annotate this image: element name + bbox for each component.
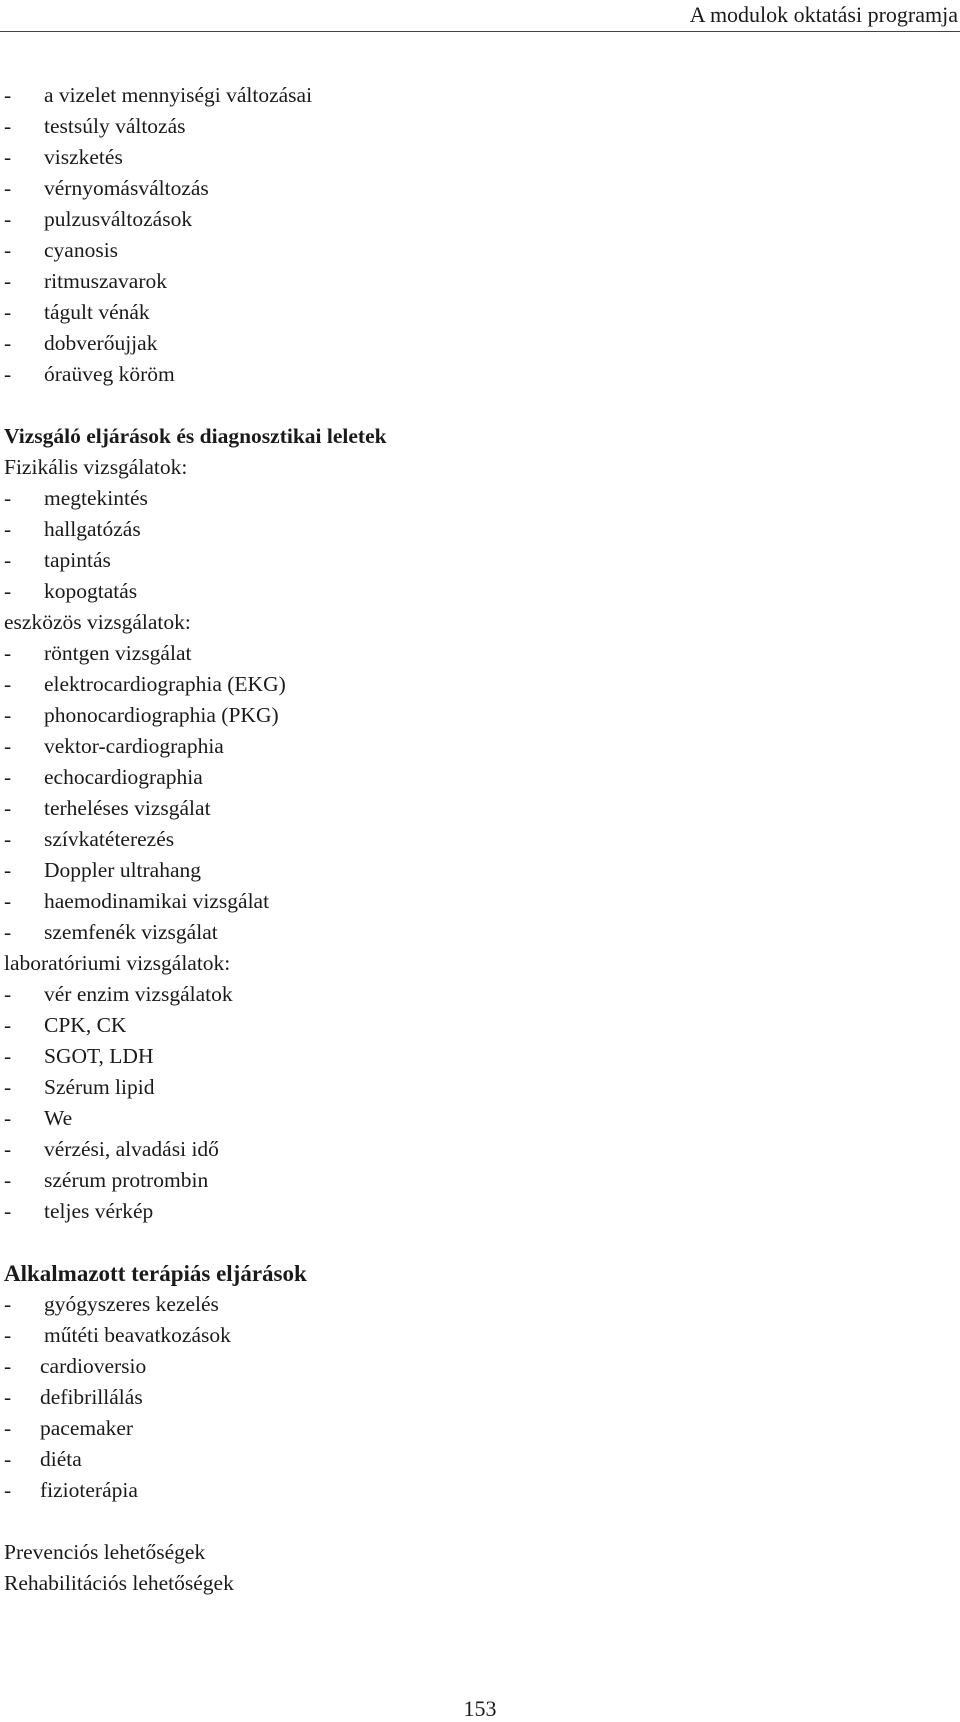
list-dash: - xyxy=(4,1416,12,1440)
list-item: - vér enzim vizsgálatok xyxy=(4,979,944,1010)
list-item: - terheléses vizsgálat xyxy=(4,793,944,824)
list-item: - echocardiographia xyxy=(4,762,944,793)
spacer xyxy=(4,1506,944,1537)
list-dash: - xyxy=(4,920,12,944)
list-dash: - xyxy=(4,300,12,324)
list-dash: - xyxy=(4,703,12,727)
list-item: - pacemaker xyxy=(4,1413,944,1444)
list-item: - műtéti beavatkozások xyxy=(4,1320,944,1351)
list-item: - tágult vénák xyxy=(4,297,944,328)
spacer xyxy=(4,1227,944,1258)
list-dash: - xyxy=(4,114,12,138)
list-item: - cyanosis xyxy=(4,235,944,266)
list-item: - ritmuszavarok xyxy=(4,266,944,297)
header-title: A modulok oktatási programja xyxy=(689,2,958,27)
list-dash: - xyxy=(4,517,12,541)
list-item: - viszketés xyxy=(4,142,944,173)
list-dash: - xyxy=(4,579,12,603)
list-item: - szérum protrombin xyxy=(4,1165,944,1196)
list-dash: - xyxy=(4,207,12,231)
list-item: - megtekintés xyxy=(4,483,944,514)
list-dash: - xyxy=(4,1168,12,1192)
list-dash: - xyxy=(4,1199,12,1223)
subsection-label: Fizikális vizsgálatok: xyxy=(4,455,188,479)
list-item: - tapintás xyxy=(4,545,944,576)
list-item: - vérzési, alvadási idő xyxy=(4,1134,944,1165)
subsection-label: eszközös vizsgálatok: xyxy=(4,610,191,634)
list-item: - dobverőujjak xyxy=(4,328,944,359)
list-item: - Szérum lipid xyxy=(4,1072,944,1103)
subsection-label: laboratóriumi vizsgálatok: xyxy=(4,951,231,975)
list-dash: - xyxy=(4,827,12,851)
section-heading: Alkalmazott terápiás eljárások xyxy=(4,1261,307,1286)
symptoms-list xyxy=(4,80,944,390)
list-dash: - xyxy=(4,548,12,572)
list-dash: - xyxy=(4,83,12,107)
list-item: - elektrocardiographia (EKG) xyxy=(4,669,944,700)
list-dash: - xyxy=(4,269,12,293)
list-dash: - xyxy=(4,1447,12,1471)
list-item: - vektor-cardiographia xyxy=(4,731,944,762)
list-item: - We xyxy=(4,1103,944,1134)
document-body xyxy=(4,80,944,1599)
list-dash: - xyxy=(4,1044,12,1068)
examination-section xyxy=(4,421,944,1227)
page-number: 153 xyxy=(463,1696,497,1721)
list-item: - fizioterápia xyxy=(4,1475,944,1506)
list-item: - cardioversio xyxy=(4,1351,944,1382)
page-header xyxy=(0,0,960,32)
list-dash: - xyxy=(4,796,12,820)
list-dash: - xyxy=(4,331,12,355)
list-dash: - xyxy=(4,238,12,262)
list-dash: - xyxy=(4,1323,12,1347)
list-dash: - xyxy=(4,176,12,200)
list-item: - vérnyomásváltozás xyxy=(4,173,944,204)
list-item: - haemodinamikai vizsgálat xyxy=(4,886,944,917)
section-heading: Vizsgáló eljárások és diagnosztikai leletek xyxy=(4,424,387,448)
list-item: - phonocardiographia (PKG) xyxy=(4,700,944,731)
list-item: - óraüveg köröm xyxy=(4,359,944,390)
list-item: - szemfenék vizsgálat xyxy=(4,917,944,948)
list-dash: - xyxy=(4,1013,12,1037)
list-dash: - xyxy=(4,486,12,510)
list-item: - Doppler ultrahang xyxy=(4,855,944,886)
list-item: - SGOT, LDH xyxy=(4,1041,944,1072)
list-dash: - xyxy=(4,641,12,665)
list-dash: - xyxy=(4,1478,12,1502)
list-item: - röntgen vizsgálat xyxy=(4,638,944,669)
therapy-section xyxy=(4,1258,944,1506)
rehabilitation-label: Rehabilitációs lehetőségek xyxy=(4,1571,234,1595)
list-dash: - xyxy=(4,145,12,169)
list-dash: - xyxy=(4,1075,12,1099)
list-item: - a vizelet mennyiségi változásai xyxy=(4,80,944,111)
list-dash: - xyxy=(4,362,12,386)
list-item: - diéta xyxy=(4,1444,944,1475)
list-dash: - xyxy=(4,889,12,913)
list-item: - teljes vérkép xyxy=(4,1196,944,1227)
list-dash: - xyxy=(4,1354,12,1378)
list-dash: - xyxy=(4,858,12,882)
list-dash: - xyxy=(4,765,12,789)
list-item: - gyógyszeres kezelés xyxy=(4,1289,944,1320)
list-item: - defibrillálás xyxy=(4,1382,944,1413)
list-dash: - xyxy=(4,1292,12,1316)
prevention-label: Prevenciós lehetőségek xyxy=(4,1540,206,1564)
list-item: - CPK, CK xyxy=(4,1010,944,1041)
list-dash: - xyxy=(4,982,12,1006)
list-item: - kopogtatás xyxy=(4,576,944,607)
list-dash: - xyxy=(4,734,12,758)
list-dash: - xyxy=(4,672,12,696)
list-dash: - xyxy=(4,1385,12,1409)
list-item: - testsúly változás xyxy=(4,111,944,142)
list-item: - pulzusváltozások xyxy=(4,204,944,235)
list-item: - szívkatéterezés xyxy=(4,824,944,855)
list-item: - hallgatózás xyxy=(4,514,944,545)
spacer xyxy=(4,390,944,421)
list-dash: - xyxy=(4,1106,12,1130)
list-dash: - xyxy=(4,1137,12,1161)
